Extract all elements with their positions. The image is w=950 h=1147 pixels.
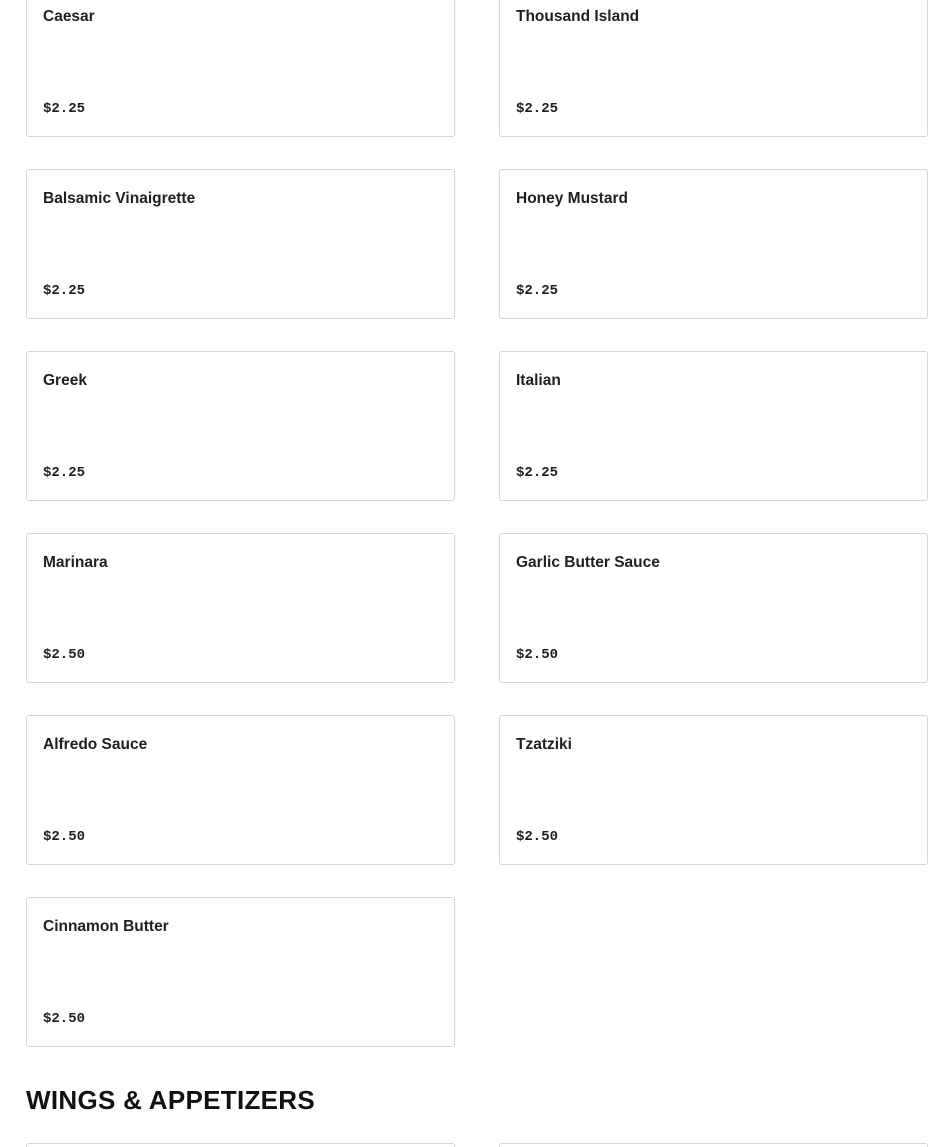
menu-item-price: $2.25 — [516, 465, 559, 481]
menu-item-name: Alfredo Sauce — [43, 736, 148, 753]
menu-item-card[interactable] — [499, 1143, 928, 1147]
menu-item-name: Italian — [516, 372, 561, 389]
menu-item-price: $2.50 — [516, 647, 559, 663]
menu-item-price: $2.50 — [43, 1011, 86, 1027]
menu-item-price: $2.25 — [43, 283, 86, 299]
menu-item-card[interactable] — [499, 351, 928, 501]
menu-item-card[interactable] — [26, 533, 455, 683]
menu-item-name: Greek — [43, 372, 87, 389]
menu-item-name: Thousand Island — [516, 8, 640, 25]
menu-item-price: $2.50 — [43, 829, 86, 845]
menu-item-name: Tzatziki — [516, 736, 572, 753]
menu-item-name: Garlic Butter Sauce — [516, 554, 660, 571]
menu-item-price: $2.25 — [516, 101, 559, 117]
section-heading: WINGS & APPETIZERS — [26, 1085, 316, 1115]
menu-item-card[interactable] — [26, 0, 455, 137]
menu-item-card[interactable] — [499, 0, 928, 137]
menu-item-price: $2.25 — [43, 465, 86, 481]
menu-item-card[interactable] — [26, 351, 455, 501]
menu-item-name: Cinnamon Butter — [43, 918, 169, 935]
menu-item-card[interactable] — [499, 533, 928, 683]
next-section-grid — [26, 1143, 928, 1147]
menu-item-price: $2.50 — [516, 829, 559, 845]
menu-item-name: Marinara — [43, 554, 108, 571]
menu-item-card[interactable] — [26, 169, 455, 319]
menu-item-price: $2.25 — [43, 101, 86, 117]
menu-item-grid — [26, 0, 928, 1047]
menu-item-card[interactable] — [26, 715, 455, 865]
menu-item-name: Balsamic Vinaigrette — [43, 190, 196, 207]
menu-item-name: Caesar — [43, 8, 95, 25]
menu-item-card[interactable] — [26, 897, 455, 1047]
menu-item-price: $2.50 — [43, 647, 86, 663]
menu-item-name: Honey Mustard — [516, 190, 628, 207]
menu-item-card[interactable] — [499, 169, 928, 319]
menu-item-card[interactable] — [26, 1143, 455, 1147]
menu-item-card[interactable] — [499, 715, 928, 865]
menu-item-price: $2.25 — [516, 283, 559, 299]
